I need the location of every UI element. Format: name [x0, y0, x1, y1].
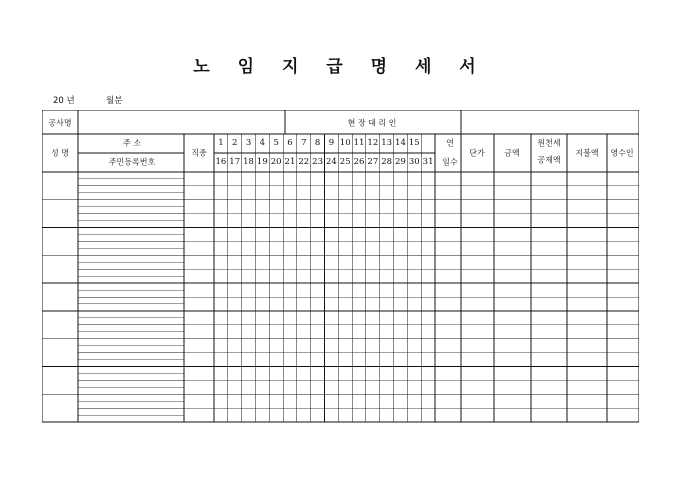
day-number-top: 3: [245, 138, 252, 148]
day-number-top: 13: [381, 138, 393, 148]
day-number-bottom: 26: [353, 157, 365, 167]
day-number-bottom: 31: [422, 157, 434, 167]
payroll-table: [42, 110, 639, 423]
receipt-label: 영수인: [610, 148, 634, 158]
day-number-top: 9: [328, 138, 335, 148]
resident-id-label: 주민등록번호: [108, 157, 156, 167]
day-number-top: 5: [273, 138, 279, 148]
day-number-top: 11: [353, 138, 365, 148]
name-label: 성 명: [51, 148, 69, 158]
day-number-bottom: 24: [325, 157, 337, 167]
day-number-bottom: 20: [270, 157, 282, 167]
day-number-bottom: 17: [229, 157, 241, 167]
project-name-label: 공사명: [48, 118, 72, 128]
month-label: 월분: [106, 96, 123, 106]
day-number-bottom: 22: [298, 157, 310, 167]
withholding-label-bottom: 공제액: [537, 155, 561, 165]
day-number-bottom: 19: [256, 157, 268, 167]
withholding-label-top: 원천세: [537, 138, 561, 148]
day-number-bottom: 16: [215, 157, 227, 167]
day-number-top: 4: [259, 138, 266, 148]
day-number-top: 8: [314, 138, 321, 148]
day-number-bottom: 18: [243, 157, 254, 167]
payment-label: 지불액: [575, 148, 599, 158]
day-number-top: 1: [218, 138, 224, 148]
day-number-top: 14: [395, 138, 406, 148]
day-number-bottom: 27: [367, 157, 379, 167]
site-agent-label: 현 장 대 리 인: [347, 118, 397, 128]
day-number-top: 12: [367, 138, 379, 148]
unit-price-label: 단가: [469, 148, 485, 158]
day-number-top: 6: [287, 138, 293, 148]
day-number-bottom: 21: [284, 157, 296, 167]
amount-label: 금액: [504, 148, 520, 158]
day-number-top: 15: [408, 138, 420, 148]
day-number-bottom: 25: [339, 157, 351, 167]
year-label: 20 년: [53, 96, 75, 106]
day-number-top: 7: [301, 138, 307, 148]
day-number-top: 10: [339, 138, 351, 148]
total-days-label-bottom: 일수: [442, 157, 458, 167]
day-number-top: 2: [232, 138, 238, 148]
job-type-label: 직종: [191, 148, 207, 158]
address-label: 주 소: [123, 138, 141, 148]
day-number-bottom: 30: [408, 157, 420, 167]
day-number-bottom: 29: [395, 157, 406, 167]
day-number-bottom: 23: [312, 157, 324, 167]
day-number-bottom: 28: [381, 157, 393, 167]
total-days-label-top: 연: [446, 138, 454, 148]
form-title: 노 임 지 급 명 세 서: [193, 57, 487, 77]
